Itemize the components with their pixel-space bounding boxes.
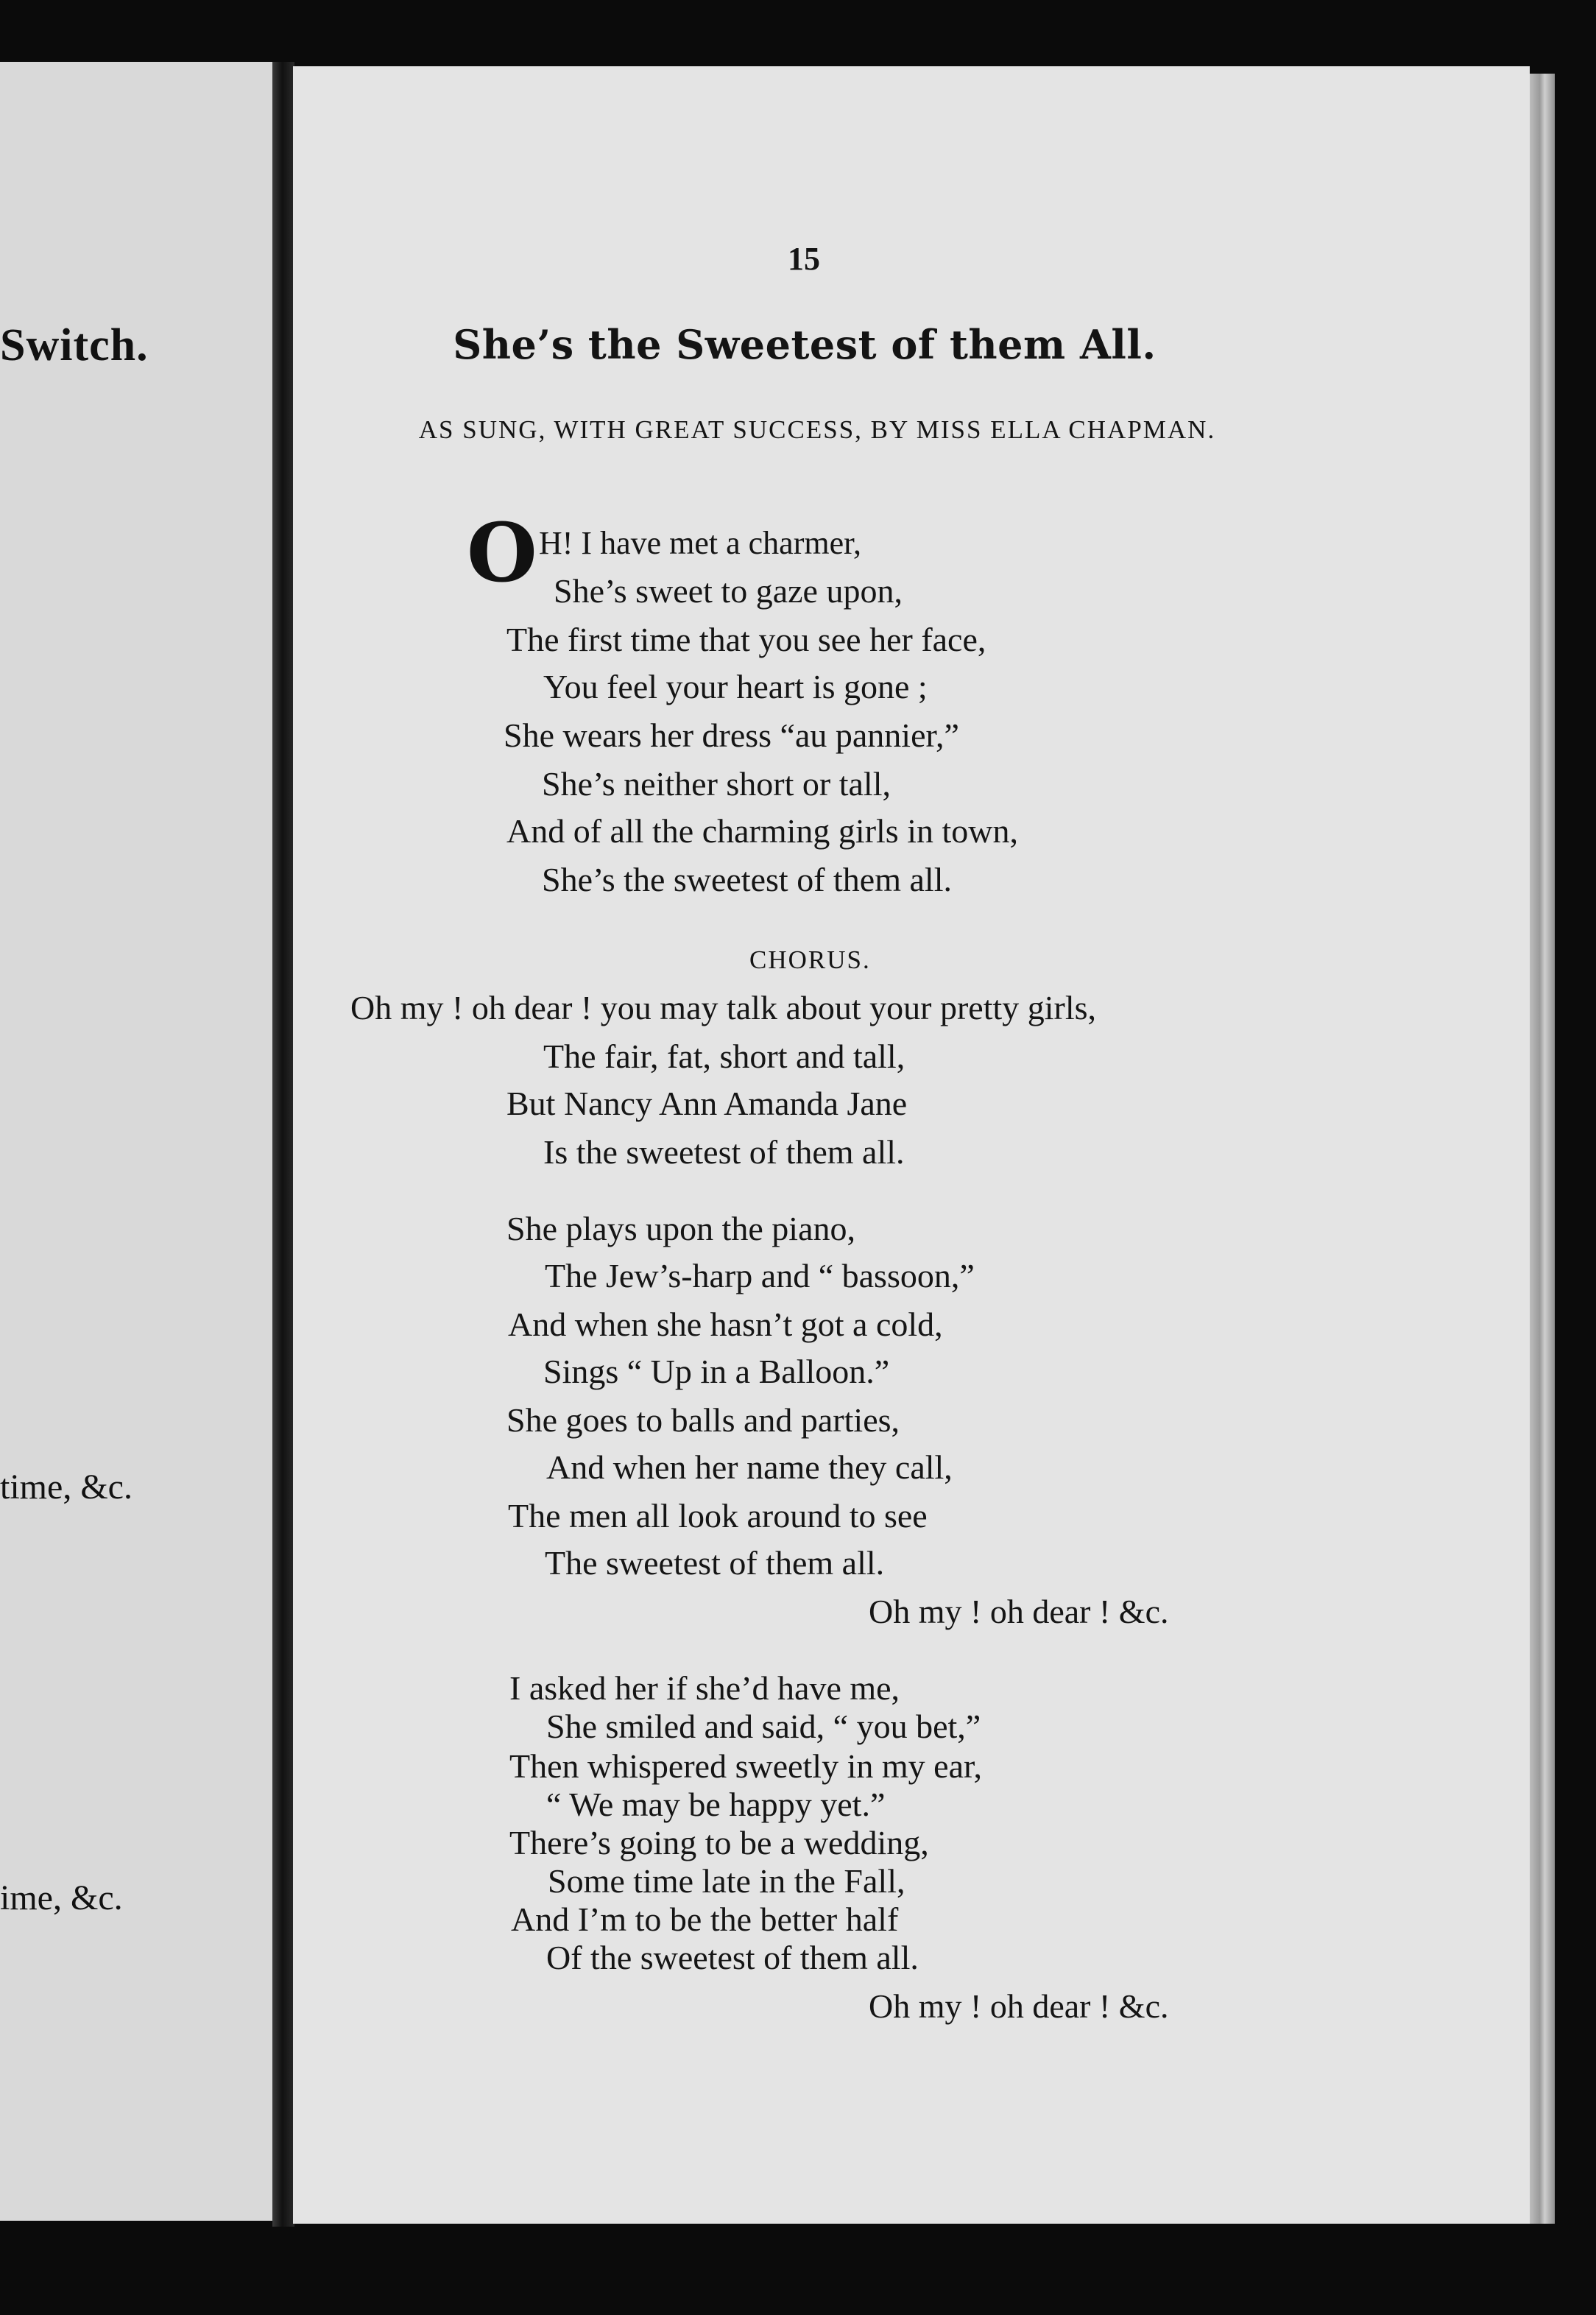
- verse-line: And I’m to be the better half: [511, 1900, 899, 1938]
- verse-line: The first time that you see her face,: [506, 621, 986, 658]
- chorus-label: CHORUS.: [749, 945, 871, 974]
- verse-line: H! I have met a charmer,: [539, 525, 862, 561]
- left-page-text-fragment: time, &c.: [0, 1467, 133, 1507]
- song-title: She’s the Sweetest of them All.: [453, 321, 1157, 368]
- verse-line: The sweetest of them all.: [545, 1544, 885, 1582]
- chorus-line: Is the sweetest of them all.: [543, 1133, 905, 1171]
- verse-line: And when her name they call,: [546, 1448, 953, 1486]
- verse-line: She smiled and said, “ you bet,”: [546, 1708, 981, 1745]
- page-number: 15: [788, 241, 820, 277]
- page-stack-edge: [1530, 74, 1555, 2224]
- verse-line: She’s sweet to gaze upon,: [554, 572, 903, 610]
- verse-line: Then whispered sweetly in my ear,: [509, 1747, 982, 1785]
- book-page: [293, 66, 1530, 2224]
- verse-line: She’s the sweetest of them all.: [542, 861, 952, 898]
- verse-line: The Jew’s-harp and “ bassoon,”: [545, 1257, 975, 1294]
- verse-line: I asked her if she’d have me,: [509, 1669, 900, 1707]
- verse-line: “ We may be happy yet.”: [546, 1786, 886, 1823]
- verse-line: And when she hasn’t got a cold,: [508, 1306, 943, 1343]
- chorus-line: The fair, fat, short and tall,: [543, 1037, 905, 1075]
- left-page-title-fragment: Switch.: [0, 320, 149, 370]
- verse-line: There’s going to be a wedding,: [509, 1824, 929, 1861]
- verse-line: Some time late in the Fall,: [548, 1862, 905, 1900]
- verse-line: She goes to balls and parties,: [506, 1401, 900, 1439]
- verse-line: She’s neither short or tall,: [542, 765, 891, 803]
- verse-line: And of all the charming girls in town,: [506, 812, 1018, 850]
- left-page-text-fragment: ime, &c.: [0, 1878, 123, 1917]
- verse-line: The men all look around to see: [508, 1497, 928, 1534]
- verse-line: You feel your heart is gone ;: [543, 668, 928, 705]
- chorus-line: But Nancy Ann Amanda Jane: [506, 1085, 908, 1122]
- verse-line: She plays upon the piano,: [506, 1210, 855, 1247]
- book-gutter: [272, 62, 294, 2227]
- chorus-refrain: Oh my ! oh dear ! &c.: [869, 1987, 1169, 2025]
- verse-line: She wears her dress “au pannier,”: [504, 716, 959, 754]
- chorus-line: Oh my ! oh dear ! you may talk about your pretty girls,: [350, 989, 1097, 1026]
- left-page-fragment: [0, 62, 283, 2221]
- drop-cap: O: [467, 505, 537, 600]
- verse-line: Sings “ Up in a Balloon.”: [543, 1353, 890, 1390]
- song-subtitle: AS SUNG, WITH GREAT SUCCESS, BY MISS ELLA CHAPMAN.: [418, 415, 1216, 444]
- verse-line: Of the sweetest of them all.: [546, 1939, 919, 1976]
- chorus-refrain: Oh my ! oh dear ! &c.: [869, 1593, 1169, 1630]
